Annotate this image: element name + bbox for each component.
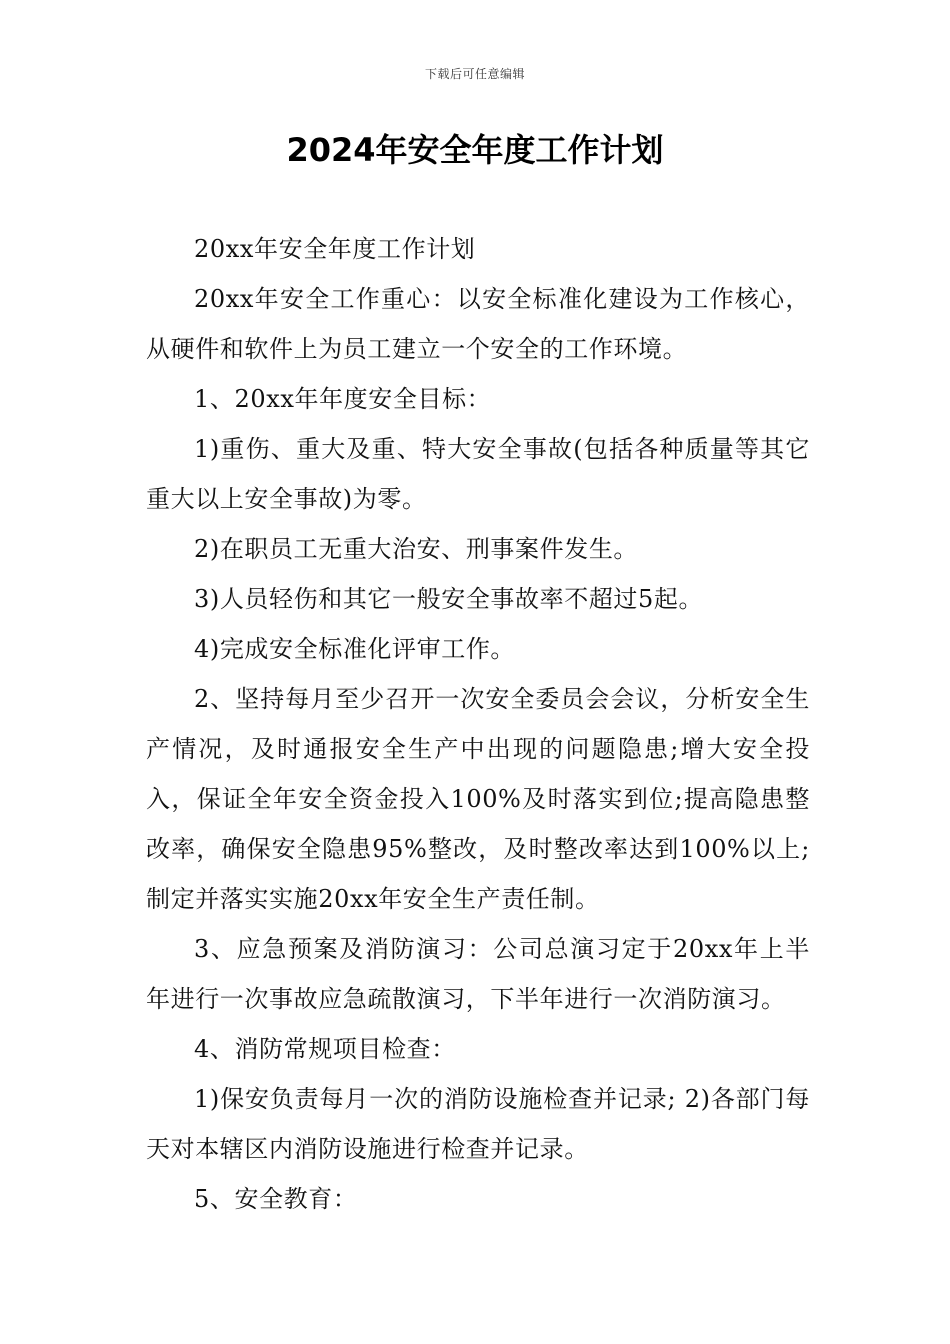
paragraph-goal-2: 2)在职员工无重大治安、刑事案件发生。 xyxy=(194,535,639,563)
header-note: 下载后可任意编辑 xyxy=(424,67,525,81)
paragraph-emergency-drill: 3、应急预案及消防演习：公司总演习定于20xx年上半年进行一次事故应急疏散演习，下半年进行一次消防演习。 xyxy=(146,935,810,1013)
paragraph-monthly-meeting: 2、坚持每月至少召开一次安全委员会会议，分析安全生产情况，及时通报安全生产中出现的问题隐患;增大安全投入，保证全年安全资金投入100%及时落实到位;提高隐患整改率，确保安全隐患95%整改，及时整改率达到100%以上;制定并落实实施20xx年安全生产责任制。 xyxy=(146,685,810,913)
paragraph-goal-1: 1)重伤、重大及重、特大安全事故(包括各种质量等其它重大以上安全事故)为零。 xyxy=(146,435,810,513)
paragraph-fire-inspection-heading: 4、消防常规项目检查： xyxy=(194,1035,456,1063)
paragraph-goal-3: 3)人员轻伤和其它一般安全事故率不超过5起。 xyxy=(194,585,704,613)
document-title: 2024年安全年度工作计划 xyxy=(286,131,664,169)
paragraph-goals-heading: 1、20xx年年度安全目标： xyxy=(194,385,492,413)
paragraph-goal-4: 4)完成安全标准化评审工作。 xyxy=(194,635,516,663)
document-body xyxy=(146,224,810,1224)
paragraph-safety-education: 5、安全教育： xyxy=(194,1185,358,1213)
paragraph-subtitle: 20xx年安全年度工作计划 xyxy=(194,235,476,263)
paragraph-focus: 20xx年安全工作重心：以安全标准化建设为工作核心，从硬件和软件上为员工建立一个安全的工作环境。 xyxy=(146,285,810,363)
paragraph-fire-inspection-detail: 1)保安负责每月一次的消防设施检查并记录; 2)各部门每天对本辖区内消防设施进行检查并记录。 xyxy=(146,1085,810,1163)
